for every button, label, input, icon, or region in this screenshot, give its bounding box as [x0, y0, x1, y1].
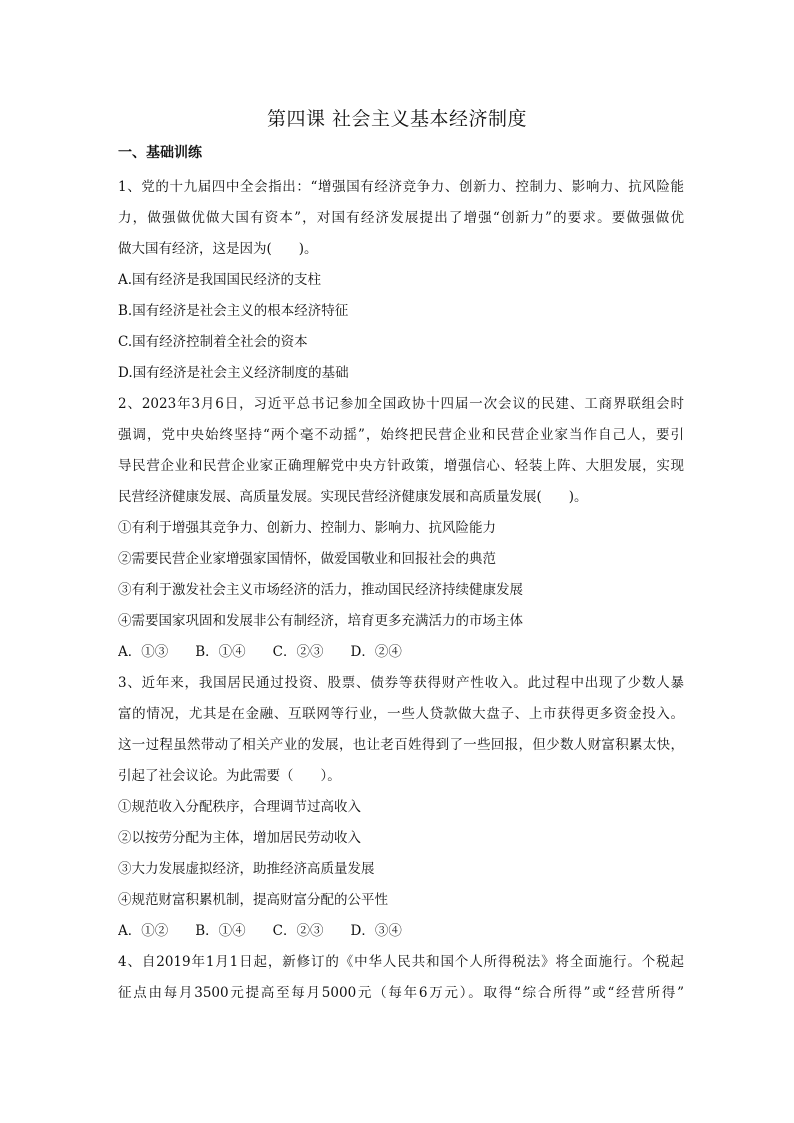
q3-stem-line: 这一过程虽然带动了相关产业的发展，也让老百姓得到了一些回报，但少数人财富积累太快， — [118, 737, 684, 753]
q3-stem-line: 富的情况，尤其是在金融、互联网等行业，一些人贷款做大盘子、上市获得更多资金投入。 — [118, 706, 684, 722]
q3-statement-3: ③大力发展虚拟经济，助推经济高质量发展 — [118, 861, 375, 877]
q1-option-a: A.国有经济是我国国民经济的支柱 — [118, 272, 322, 288]
q1-option-d: D.国有经济是社会主义经济制度的基础 — [118, 365, 349, 381]
q2-stem-line: 2、2023年3月6日，习近平总书记参加全国政协十四届一次会议的民建、工商界联组会时 — [118, 396, 684, 412]
q2-stem-line: 民营经济健康发展、高质量发展。实现民营经济健康发展和高质量发展( )。 — [118, 489, 588, 505]
q3-stem-line: 引起了社会议论。为此需要（ ）。 — [118, 768, 341, 784]
q4-stem-line: 征点由每月3500元提高至每月5000元（每年6万元）。取得“综合所得”或“经营所得” — [118, 985, 684, 1001]
q2-stem-line: 导民营企业和民营企业家正确理解党中央方针政策，增强信心、轻装上阵、大胆发展，实现 — [118, 458, 684, 474]
q3-statement-2: ②以按劳分配为主体，增加居民劳动收入 — [118, 830, 361, 846]
q2-statement-2: ②需要民营企业家增强家国情怀，做爱国敬业和回报社会的典范 — [118, 551, 496, 567]
q2-statement-1: ①有利于增强其竞争力、创新力、控制力、影响力、抗风险能力 — [118, 520, 496, 536]
q1-stem-line: 力，做强做优做大国有资本”，对国有经济发展提出了增强“创新力”的要求。要做强做优 — [118, 210, 684, 226]
q3-statement-4: ④规范财富积累机制，提高财富分配的公平性 — [118, 892, 388, 908]
q4-stem-line: 4、自2019年1月1日起，新修订的《中华人民共和国个人所得税法》将全面施行。个税起 — [118, 954, 684, 970]
q2-stem-line: 强调，党中央始终坚持“两个毫不动摇”，始终把民营企业和民营企业家当作自己人，要引 — [118, 427, 684, 443]
q1-stem-line: 1、党的十九届四中全会指出：“增强国有经济竞争力、创新力、控制力、影响力、抗风险能 — [118, 179, 684, 195]
q2-statement-3: ③有利于激发社会主义市场经济的活力，推动国民经济持续健康发展 — [118, 582, 523, 598]
page-title: 第四课 社会主义基本经济制度 — [266, 108, 528, 130]
q2-statement-4: ④需要国家巩固和发展非公有制经济，培育更多充满活力的市场主体 — [118, 613, 523, 629]
q1-option-c: C.国有经济控制着全社会的资本 — [118, 334, 308, 350]
section-heading: 一、基础训练 — [118, 145, 202, 161]
document-body — [118, 172, 684, 1009]
q3-statement-1: ①规范收入分配秩序，合理调节过高收入 — [118, 799, 361, 815]
q1-option-b: B.国有经济是社会主义的根本经济特征 — [118, 303, 349, 319]
q3-choices: A．①② B．①④ C．②③ D．③④ — [118, 923, 402, 939]
q1-stem-line: 做大国有经济，这是因为( )。 — [118, 241, 318, 257]
q2-choices: A．①③ B．①④ C．②③ D．②④ — [118, 644, 402, 660]
q3-stem-line: 3、近年来，我国居民通过投资、股票、债券等获得财产性收入。此过程中出现了少数人暴 — [118, 675, 684, 691]
